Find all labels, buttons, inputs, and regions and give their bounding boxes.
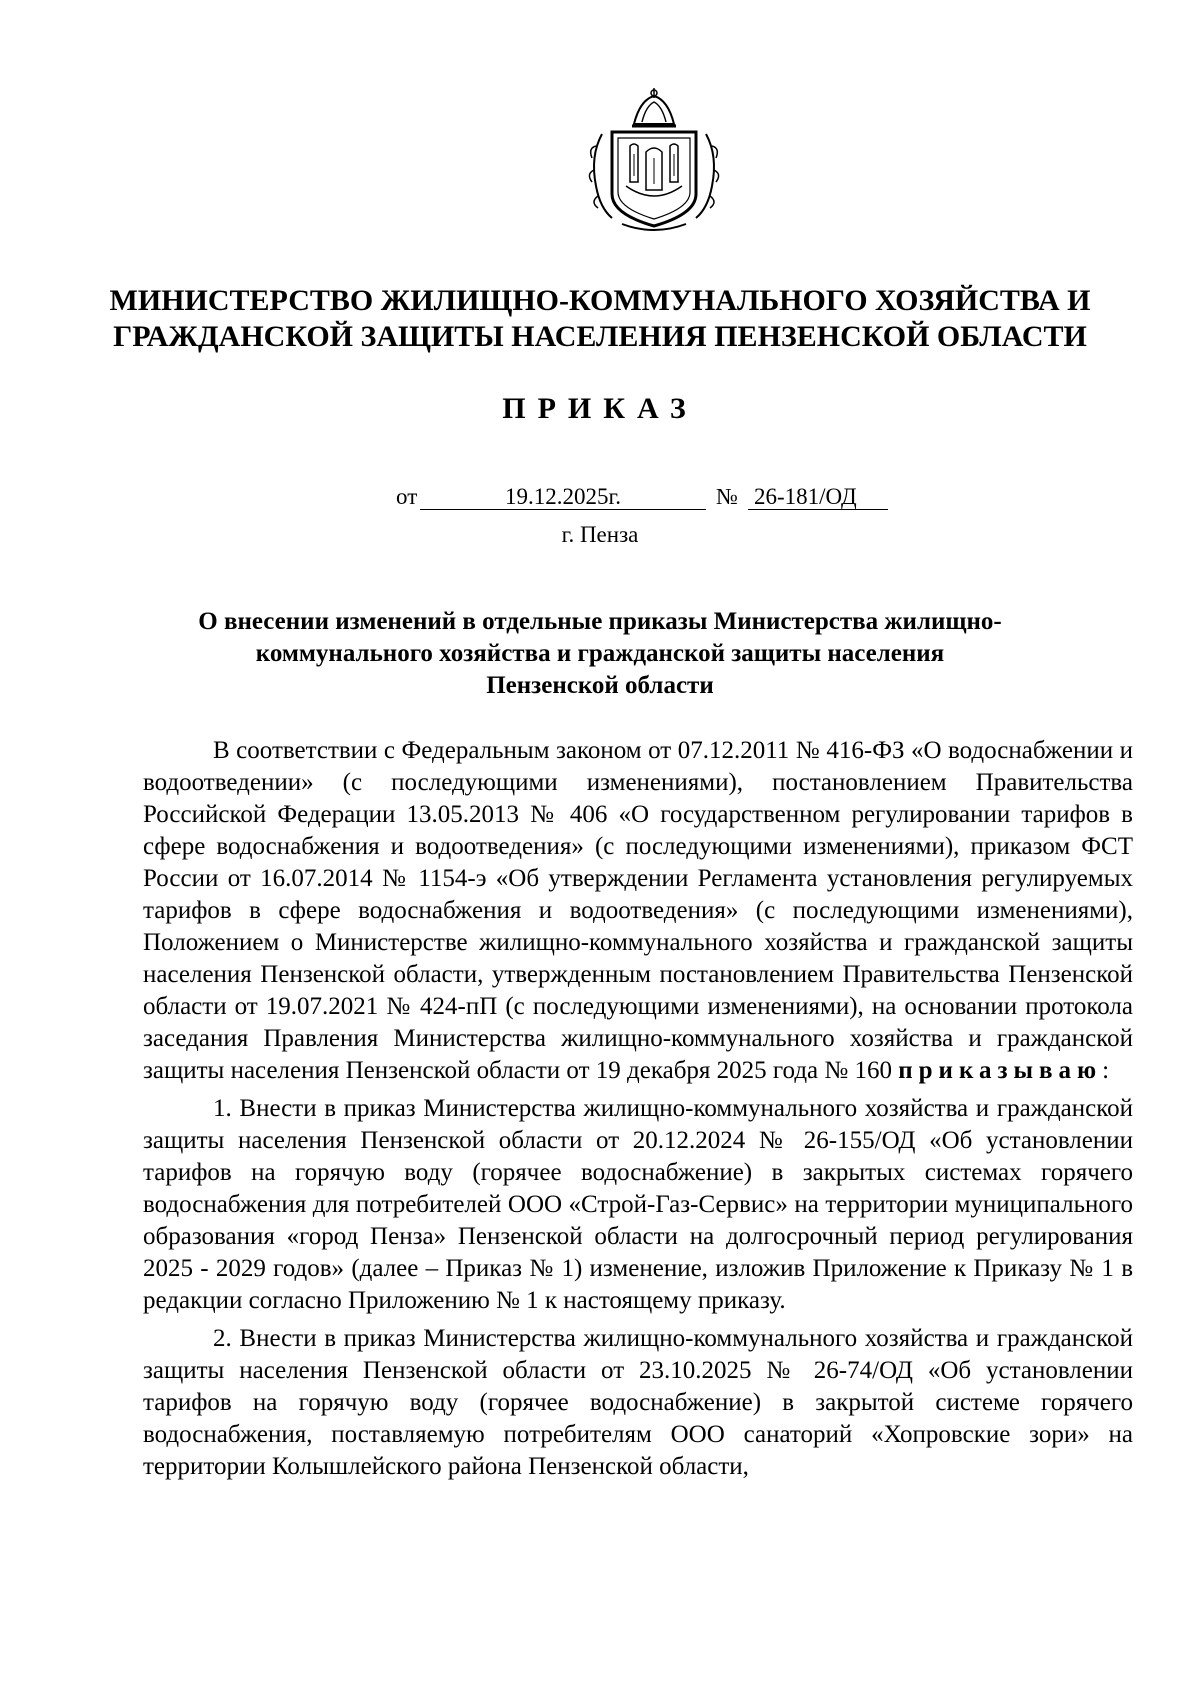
city-of-issue: г. Пенза	[561, 522, 639, 547]
order-item-1: 1. Внести в приказ Министерства жилищно-коммунального хозяйства и гражданской защиты населения Пензенской области от 20.12.2024 № 26-155/ОД «Об установлении тарифов на горячую воду (горячее водоснабжение) в закрытых системах горячего водоснабжения для потребителей ООО «Строй-Газ-Сервис» на территории муниципального образования «город Пенза» Пензенской области на долгосрочный период регулирования 2025 - 2029 годов» (далее – Приказ № 1) изменение, изложив Приложение к Приказу № 1 в редакции согласно Приложению № 1 к настоящему приказу.	[143, 1095, 1133, 1314]
order-colon: :	[1102, 1057, 1110, 1084]
document-type-title: ПРИКАЗ	[502, 392, 698, 425]
date-prefix: от	[396, 484, 418, 509]
ministry-name	[80, 283, 1120, 355]
subject-line2: коммунального хозяйства и гражданской защиты населения	[255, 640, 945, 667]
ministry-name-line2: ГРАЖДАНСКОЙ ЗАЩИТЫ НАСЕЛЕНИЯ ПЕНЗЕНСКОЙ ОБЛАСТИ	[113, 320, 1087, 353]
order-verb: приказываю	[898, 1057, 1103, 1084]
order-date: 19.12.2025г.	[420, 484, 706, 510]
subject-line3: Пензенской области	[486, 672, 714, 699]
order-body	[143, 735, 1133, 1489]
ministry-name-line1: МИНИСТЕРСТВО ЖИЛИЩНО-КОММУНАЛЬНОГО ХОЗЯЙСТВА И	[109, 284, 1091, 317]
preamble-text: В соответствии с Федеральным законом от 07.12.2011 № 416-ФЗ «О водоснабжении и водоотведении» (с последующими изменениями), постановлением Правительства Российской Федерации 13.05.2013 № 406 «О государственном регулировании тарифов в сфере водоснабжения и водоотведения» (с последующими изменениями), приказом ФСТ России от 16.07.2014 № 1154-э «Об утверждении Регламента установления регулируемых тарифов в сфере водоснабжения и водоотведения» (с последующими изменениями), Положением о Министерстве жилищно-коммунального хозяйства и гражданской защиты населения Пензенской области, утвержденным постановлением Правительства Пензенской области от 19.07.2021 № 424-пП (с последующими изменениями), на основании протокола заседания Правления Министерства жилищно-коммунального хозяйства и гражданской защиты населения Пензенской области от 19 декабря 2025 года № 160	[143, 737, 1133, 1084]
registration-line	[0, 481, 1200, 513]
order-number: 26-181/ОД	[748, 484, 888, 510]
order-subject	[160, 606, 1040, 702]
number-sign: №	[716, 484, 738, 509]
coat-of-arms-emblem	[582, 86, 726, 236]
order-item-2: 2. Внести в приказ Министерства жилищно-коммунального хозяйства и гражданской защиты населения Пензенской области от 23.10.2025 № 26-74/ОД «Об установлении тарифов на горячую воду (горячее водоснабжение) в закрытой системе горячего водоснабжения, поставляемую потребителям ООО санаторий «Хопровские зори» на территории Колышлейского района Пензенской области,	[143, 1325, 1133, 1480]
subject-line1: О внесении изменений в отдельные приказы Министерства жилищно-	[198, 608, 1002, 635]
preamble-paragraph	[143, 735, 1133, 1087]
